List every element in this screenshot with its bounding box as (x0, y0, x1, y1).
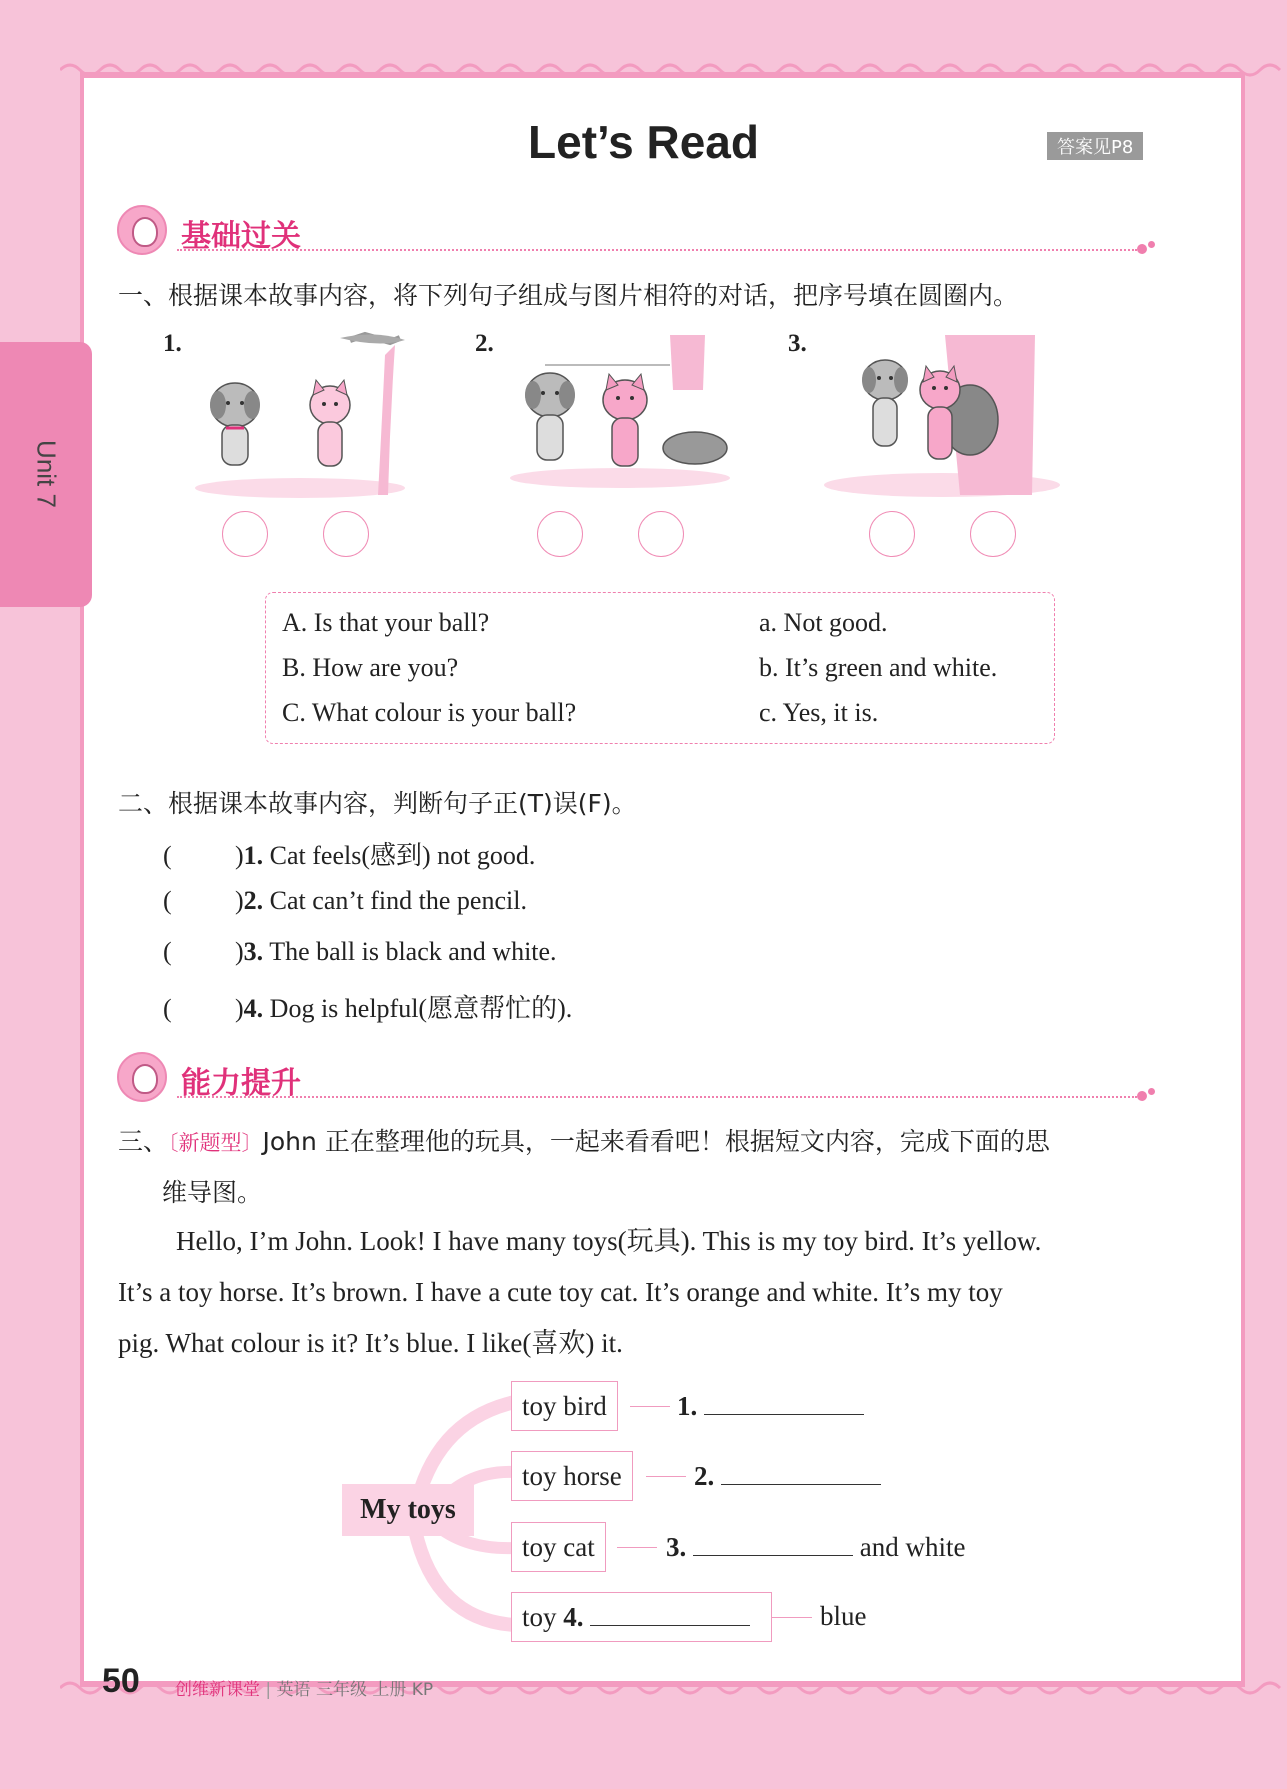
tf-item-1: ( )1. Cat feels(感到) not good. (163, 841, 536, 870)
dots-icon (1137, 1088, 1157, 1102)
answer-circle-3a[interactable] (869, 511, 915, 557)
q3-instruction: 三、〔新题型〕John 正在整理他的玩具，一起来看看吧！根据短文内容，完成下面的思 (118, 1127, 1050, 1156)
tf-answer-slot[interactable]: ( (163, 886, 172, 915)
story-picture-1 (190, 330, 410, 500)
footer-info: 创维新课堂 | 英语 三年级 上册 KP (175, 1680, 434, 1700)
answer-circle-2b[interactable] (638, 511, 684, 557)
mindmap-answer-2: 2. (694, 1460, 881, 1492)
section-heading-label: 基础过关 (181, 219, 301, 254)
mascot-icon (117, 1052, 167, 1102)
answer-blank-3[interactable] (693, 1531, 853, 1556)
passage-line-3: pig. What colour is it? It’s blue. I like(喜欢) it. (118, 1328, 623, 1358)
connector-line (646, 1476, 686, 1477)
option-b: b. It’s green and white. (759, 653, 998, 682)
dotted-divider (177, 249, 1137, 251)
mindmap-answer-1: 1. (677, 1390, 864, 1422)
tf-item-4: ( )4. Dog is helpful(愿意帮忙的). (163, 994, 573, 1023)
footer-book-info: 英语 三年级 上册 KP (276, 1680, 434, 1700)
section-heading-basic (117, 205, 1157, 261)
answer-circle-3b[interactable] (970, 511, 1016, 557)
option-B: B. How are you? (282, 653, 459, 682)
picture-number-2: 2. (475, 330, 494, 357)
mindmap-colour-4: blue (820, 1601, 867, 1631)
mindmap-toy-bird: toy bird (511, 1381, 618, 1431)
passage-line-1: Hello, I’m John. Look! I have many toys(玩具). This is my toy bird. It’s yellow. (176, 1226, 1042, 1256)
answer-reference-badge: 答案见P8 (1047, 132, 1143, 160)
picture-number-3: 3. (788, 330, 807, 357)
section-heading-label: 能力提升 (181, 1066, 301, 1101)
mascot-icon (117, 205, 167, 255)
answer-blank-4[interactable] (590, 1601, 750, 1626)
mindmap-toy-cat: toy cat (511, 1522, 606, 1572)
unit-side-tab (0, 342, 92, 607)
tf-answer-slot[interactable]: ( (163, 937, 172, 966)
answer-circle-1a[interactable] (222, 511, 268, 557)
mindmap-answer-3: 3. and white (666, 1532, 966, 1562)
tf-item-3: ( )3. The ball is black and white. (163, 937, 557, 966)
answer-circle-1b[interactable] (323, 511, 369, 557)
tf-answer-slot[interactable]: ( (163, 994, 172, 1023)
connector-line (630, 1406, 670, 1407)
picture-number-1: 1. (163, 330, 182, 357)
footer-brand: 创维新课堂 (175, 1680, 260, 1700)
option-a: a. Not good. (759, 608, 888, 637)
new-question-tag: 〔新题型〕 (168, 1131, 263, 1155)
answer-blank-2[interactable] (721, 1460, 881, 1485)
answer-blank-1[interactable] (704, 1390, 864, 1415)
mindmap-center: My toys (342, 1484, 474, 1536)
option-c: c. Yes, it is. (759, 698, 879, 727)
answer-circle-2a[interactable] (537, 511, 583, 557)
unit-label: Unit 7 (31, 440, 62, 508)
story-picture-3 (820, 330, 1065, 505)
option-A: A. Is that your ball? (282, 608, 490, 637)
page-number: 50 (102, 1662, 140, 1700)
tf-item-2: ( )2. Cat can’t find the pencil. (163, 886, 527, 915)
q2-instruction: 二、根据课本故事内容，判断句子正(T)误(F)。 (118, 789, 637, 818)
q1-instruction: 一、根据课本故事内容，将下列句子组成与图片相符的对话，把序号填在圆圈内。 (118, 281, 1019, 310)
dots-icon (1137, 241, 1157, 255)
q3-instruction-cont: 维导图。 (162, 1178, 263, 1207)
connector-line (772, 1617, 812, 1618)
connector-line (617, 1547, 657, 1548)
worksheet-page (80, 72, 1245, 1687)
dotted-divider (177, 1096, 1137, 1098)
option-C: C. What colour is your ball? (282, 698, 577, 727)
mindmap-toy-horse: toy horse (511, 1451, 633, 1501)
tf-answer-slot[interactable]: ( (163, 841, 172, 870)
mindmap-toy-4: toy 4. (511, 1592, 772, 1642)
story-picture-2 (505, 330, 735, 500)
section-heading-advanced (117, 1052, 1157, 1108)
passage-line-2: It’s a toy horse. It’s brown. I have a cute toy cat. It’s orange and white. It’s my toy (118, 1277, 1003, 1307)
reading-passage (118, 1216, 1158, 1369)
page-title: Let’s Read (528, 116, 759, 168)
